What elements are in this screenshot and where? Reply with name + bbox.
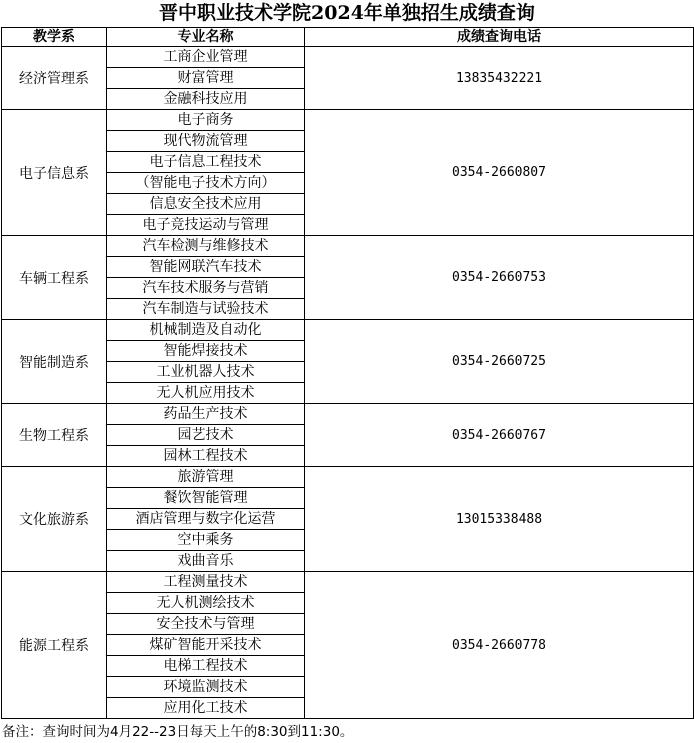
- major-name: 电子竞技运动与管理: [107, 215, 305, 236]
- header-phone: 成绩查询电话: [305, 28, 694, 47]
- major-name: 财富管理: [107, 68, 305, 89]
- major-name: 汽车技术服务与营销: [107, 278, 305, 299]
- inquiry-phone: 0354-2660778: [305, 572, 694, 719]
- department-name: 能源工程系: [2, 572, 107, 719]
- major-name: 电子信息工程技术: [107, 152, 305, 173]
- major-name: 现代物流管理: [107, 131, 305, 152]
- table-row: [2, 467, 694, 488]
- header-dept: 教学系: [2, 28, 107, 47]
- department-name: 电子信息系: [2, 110, 107, 236]
- major-name: 汽车检测与维修技术: [107, 236, 305, 257]
- major-name: 应用化工技术: [107, 698, 305, 719]
- footnote: 备注：查询时间为4月22--23日每天上午的8:30到11:30。: [2, 724, 354, 740]
- table-row: [2, 320, 694, 341]
- table-row: [2, 572, 694, 593]
- major-name: 园艺技术: [107, 425, 305, 446]
- inquiry-phone: 0354-2660753: [305, 236, 694, 320]
- department-name: 智能制造系: [2, 320, 107, 404]
- page-title: 晋中职业技术学院2024年单独招生成绩查询: [159, 2, 535, 24]
- major-name: 汽车制造与试验技术: [107, 299, 305, 320]
- department-name: 文化旅游系: [2, 467, 107, 572]
- major-name: 智能网联汽车技术: [107, 257, 305, 278]
- inquiry-phone: 0354-2660807: [305, 110, 694, 236]
- inquiry-phone: 13835432221: [305, 47, 694, 110]
- major-name: 药品生产技术: [107, 404, 305, 425]
- major-name: 工业机器人技术: [107, 362, 305, 383]
- department-name: 经济管理系: [2, 47, 107, 110]
- major-name: 环境监测技术: [107, 677, 305, 698]
- major-name: 电子商务: [107, 110, 305, 131]
- header-row: [2, 28, 694, 47]
- inquiry-phone: 0354-2660767: [305, 404, 694, 467]
- table-row: [2, 110, 694, 131]
- table-row: [2, 404, 694, 425]
- inquiry-phone: 13015338488: [305, 467, 694, 572]
- table-body: [2, 47, 694, 719]
- major-name: 旅游管理: [107, 467, 305, 488]
- major-name: 智能焊接技术: [107, 341, 305, 362]
- inquiry-phone: 0354-2660725: [305, 320, 694, 404]
- major-name: 空中乘务: [107, 530, 305, 551]
- major-name: 餐饮智能管理: [107, 488, 305, 509]
- major-name: 工商企业管理: [107, 47, 305, 68]
- header-major: 专业名称: [107, 28, 305, 47]
- major-name: 安全技术与管理: [107, 614, 305, 635]
- major-name: 戏曲音乐: [107, 551, 305, 572]
- table-row: [2, 236, 694, 257]
- table-row: [2, 47, 694, 68]
- major-name: 信息安全技术应用: [107, 194, 305, 215]
- major-name: 电梯工程技术: [107, 656, 305, 677]
- major-name: 金融科技应用: [107, 89, 305, 110]
- major-name: 机械制造及自动化: [107, 320, 305, 341]
- major-name: 无人机应用技术: [107, 383, 305, 404]
- major-name: 园林工程技术: [107, 446, 305, 467]
- major-name: 工程测量技术: [107, 572, 305, 593]
- inquiry-table: [1, 27, 694, 719]
- department-name: 生物工程系: [2, 404, 107, 467]
- major-name: （智能电子技术方向）: [107, 173, 305, 194]
- major-name: 无人机测绘技术: [107, 593, 305, 614]
- department-name: 车辆工程系: [2, 236, 107, 320]
- major-name: 煤矿智能开采技术: [107, 635, 305, 656]
- major-name: 酒店管理与数字化运营: [107, 509, 305, 530]
